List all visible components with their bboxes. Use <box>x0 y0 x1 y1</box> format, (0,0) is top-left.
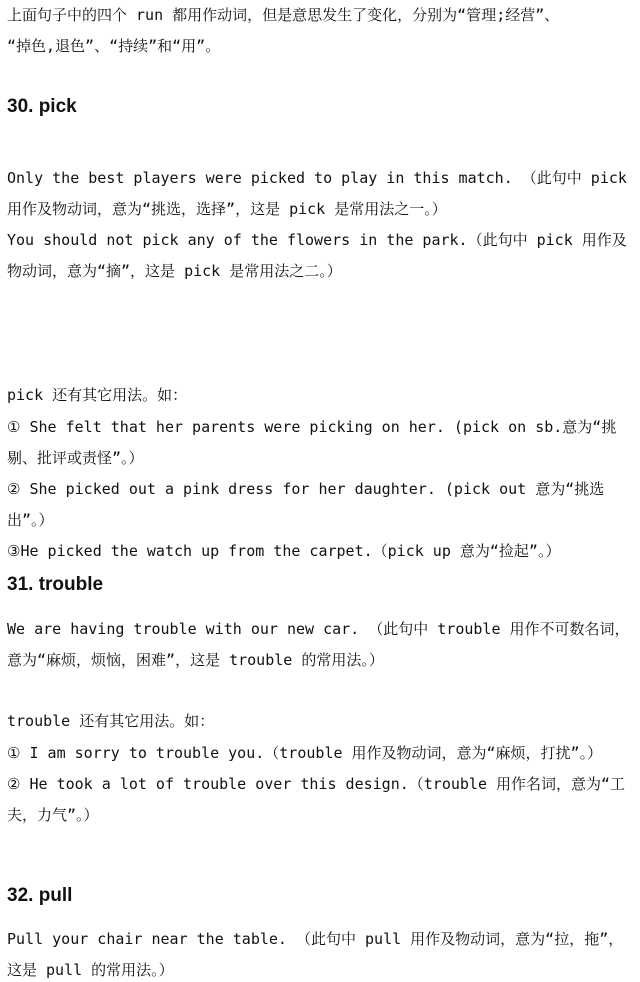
trouble-example-line-1: We are having trouble with our new car. （此句中 trouble 用作不可数名词， <box>7 620 630 638</box>
intro-text-line-1: 上面句子中的四个 run 都用作动词，但是意思发生了变化，分别为“管理;经营”、 <box>7 6 560 24</box>
trouble-usage-example-2a: ② He took a lot of trouble over this design.（trouble 用作名词，意为“工 <box>7 775 626 793</box>
pick-usage-example-3: ③He picked the watch up from the carpet.（pick up 意为“捡起”。） <box>7 542 561 560</box>
section-heading-pick: 30. pick <box>7 96 77 117</box>
pick-example-line-1: Only the best players were picked to play in this match. （此句中 pick <box>7 169 627 187</box>
trouble-usage-example-1: ① I am sorry to trouble you.（trouble 用作及物动词，意为“麻烦，打扰”。） <box>7 744 603 762</box>
intro-text-line-2: “掉色,退色”、“持续”和“用”。 <box>7 37 221 55</box>
pick-usage-example-1a: ① She felt that her parents were picking on her. (pick on sb.意为“挑 <box>7 418 617 436</box>
pick-example-line-3: You should not pick any of the flowers in the park.（此句中 pick 用作及 <box>7 231 627 249</box>
pick-usage-example-2b: 出”。） <box>7 511 54 529</box>
pick-example-line-4: 物动词，意为“摘”，这是 pick 是常用法之二。） <box>7 262 342 280</box>
pull-example-line-2: 这是 pull 的常用法。） <box>7 961 174 979</box>
trouble-usage-example-2b: 夫，力气”。） <box>7 806 99 824</box>
pick-example-line-2: 用作及物动词，意为“挑选，选择”，这是 pick 是常用法之一。） <box>7 200 447 218</box>
trouble-example-line-2: 意为“麻烦，烦恼，困难”，这是 trouble 的常用法。） <box>7 651 384 669</box>
section-heading-trouble: 31. trouble <box>7 574 104 595</box>
pick-other-usage-label: pick 还有其它用法。如： <box>7 386 188 404</box>
pull-example-line-1: Pull your chair near the table. （此句中 pull 用作及物动词，意为“拉，拖”， <box>7 930 624 948</box>
section-heading-pull: 32. pull <box>7 885 73 906</box>
pick-usage-example-2a: ② She picked out a pink dress for her daughter. (pick out 意为“挑选 <box>7 480 605 498</box>
pick-usage-example-1b: 剔、批评或责怪”。） <box>7 449 144 467</box>
trouble-other-usage-label: trouble 还有其它用法。如： <box>7 712 215 730</box>
